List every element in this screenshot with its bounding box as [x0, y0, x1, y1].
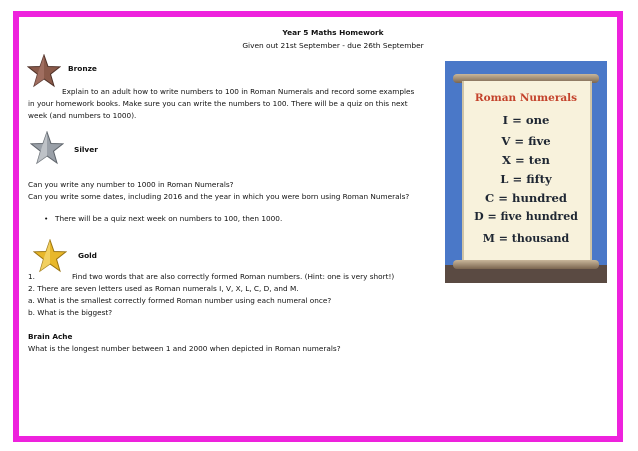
- bronze-text-line-2: in your homework books. Make sure you can write the numbers to 100. There will be a quiz on this next: [28, 99, 408, 108]
- scroll-bottom-rod: [453, 260, 599, 269]
- brain-ache-label: Brain Ache: [28, 332, 73, 341]
- bronze-text-line-3: week (and numbers to 1000).: [28, 111, 137, 120]
- poster-item-m: M = thousand: [482, 232, 570, 245]
- brain-ache-question: What is the longest number between 1 and 2000 when depicted in Roman numerals?: [28, 344, 341, 353]
- gold-text-line-4: b. What is the biggest?: [28, 308, 113, 317]
- bronze-label: Bronze: [68, 64, 97, 73]
- poster-item-d: D = five hundred: [474, 210, 578, 223]
- poster-item-v: V = five: [501, 134, 551, 148]
- homework-dates: Given out 21st September - due 26th September: [242, 41, 424, 50]
- gold-item1-text: Find two words that are also correctly formed Roman numbers. (Hint: one is very short!): [72, 272, 395, 281]
- gold-item1-number: 1.: [28, 272, 35, 281]
- gold-star-icon: [33, 239, 67, 273]
- bronze-text-line-1: Explain to an adult how to write numbers to 100 in Roman Numerals and record some examples: [62, 87, 415, 96]
- gold-label: Gold: [78, 251, 97, 260]
- poster-item-x: X = ten: [502, 153, 550, 167]
- silver-bullet: There will be a quiz next week on numbers to 100, then 1000.: [55, 214, 283, 223]
- silver-label: Silver: [74, 145, 98, 154]
- poster-item-l: L = fifty: [500, 172, 552, 186]
- bronze-star-icon: [27, 54, 61, 88]
- gold-text-line-2: 2. There are seven letters used as Roman numerals I, V, X, L, C, D, and M.: [28, 284, 299, 293]
- silver-text-line-1: Can you write any number to 1000 in Roman Numerals?: [28, 180, 234, 189]
- silver-text-line-2: Can you write some dates, including 2016 and the year in which you were born using Roman Numerals?: [28, 192, 410, 201]
- silver-star-icon: [30, 131, 64, 165]
- poster-title: Roman Numerals: [474, 92, 578, 104]
- gold-text-line-3: a. What is the smallest correctly formed Roman number using each numeral once?: [28, 296, 332, 305]
- bullet-dot: •: [44, 214, 49, 223]
- poster-item-i: I = one: [502, 113, 550, 127]
- poster-item-c: C = hundred: [485, 191, 567, 205]
- homework-title: Year 5 Maths Homework: [282, 28, 384, 37]
- roman-numerals-poster: [445, 61, 607, 283]
